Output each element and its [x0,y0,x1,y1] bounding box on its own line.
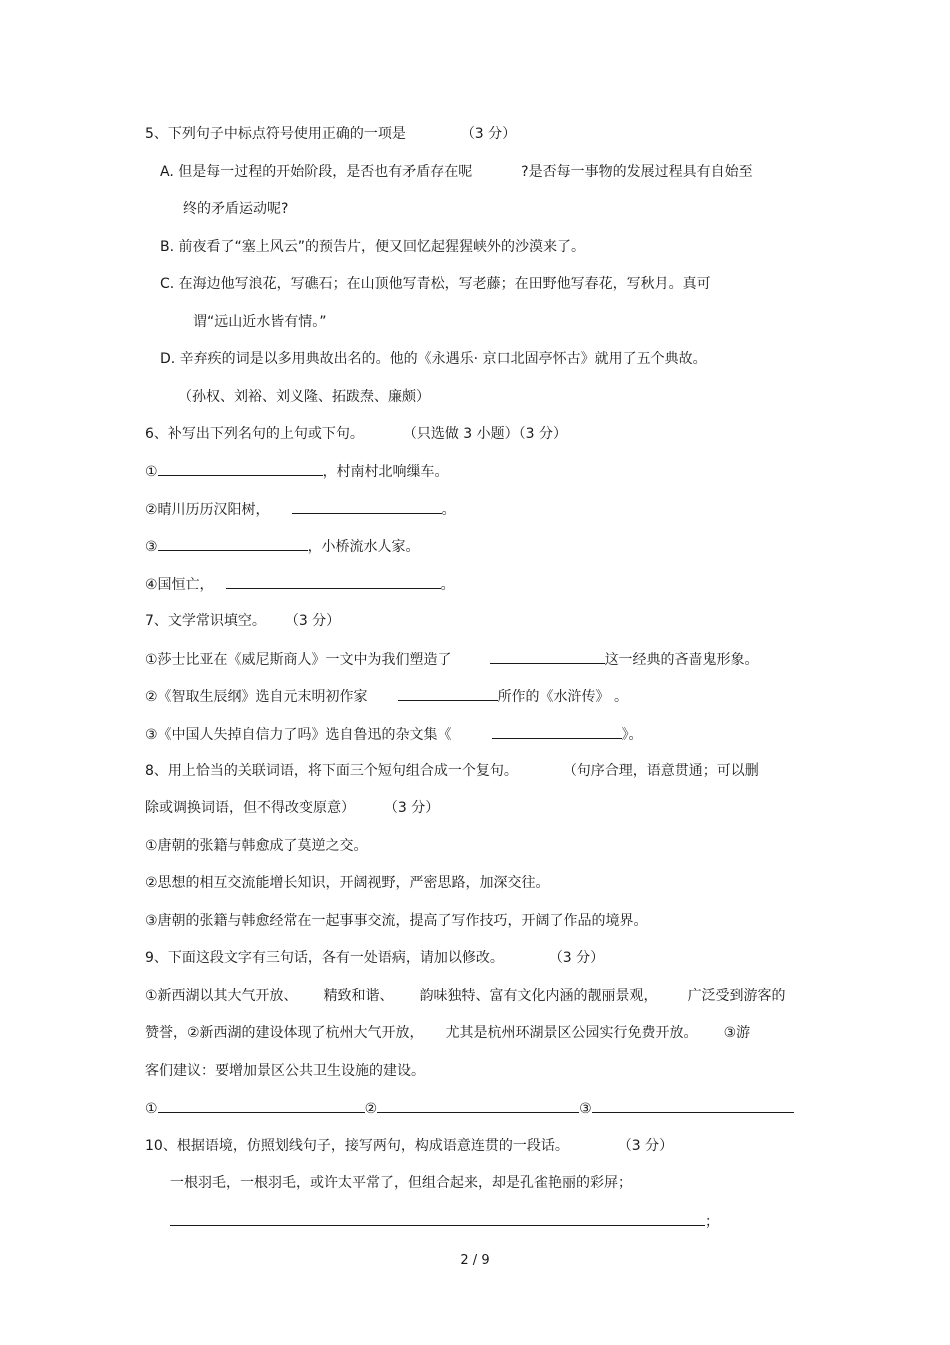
q6-item-2-blank[interactable] [292,499,442,514]
q7-item-3-blank[interactable] [492,724,622,739]
q9-passage-seg: ①新西湖以其大气开放、 [145,988,298,1004]
q6-item-3 [145,536,420,556]
q7-item-1-text: ①莎士比亚在《威尼斯商人》一文中为我们塑造了 [145,652,452,668]
q9-answer-row [145,1098,794,1118]
q7-item-2-text: ②《智取生辰纲》选自元末明初作家 [145,689,368,705]
q10-answer-blank[interactable] [170,1211,705,1226]
q5-option-a-line2: 终的矛盾运动呢? [183,201,289,217]
q5-option-c-line2: 谓“远山近水皆有情。” [193,314,327,330]
q9-passage-seg: 韵味独特、富有文化内涵的靓丽景观， [419,988,658,1004]
q6-note: （只选做 3 小题）（3 分） [402,426,567,442]
q9-passage-seg: 广泛受到游客的 [687,988,786,1004]
q7-item-2 [145,686,628,706]
q9-answer-2-blank[interactable] [377,1098,579,1113]
q5-option-a-text-cont: ?是否每一事物的发展过程具有自始至 [521,164,753,180]
q7-stem-text: 7、文学常识填空。 [145,613,266,629]
q10-stem [145,1136,673,1156]
q9-answer-1-blank[interactable] [158,1098,365,1113]
q6-item-3-blank[interactable] [158,536,308,551]
q9-passage-seg: 尤其是杭州环湖景区公园实行免费开放。 [445,1025,698,1041]
page-number: 2 / 9 [460,1253,490,1268]
q10-stem-text: 10、根据语境，仿照划线句子，接写两句，构成语意连贯的一段话。 [145,1138,569,1154]
q6-item-4-end: 。 [440,577,455,593]
q5-option-a-line1 [160,162,753,182]
q5-score: （3 分） [460,126,517,142]
q9-passage-line3: 客们建议：要增加景区公共卫生设施的建设。 [145,1063,425,1079]
q7-item-1-end: 这一经典的吝啬鬼形象。 [604,652,759,668]
q8-stem-line2 [145,798,439,818]
q9-passage-seg: 赞誉，②新西湖的建设体现了杭州大气开放， [145,1025,424,1041]
q7-item-2-blank[interactable] [398,686,498,701]
q5-option-a-text: A. 但是每一过程的开始阶段，是否也有矛盾存在呢 [160,164,473,180]
q7-item-3-text: ③《中国人失掉自信力了吗》选自鲁迅的杂文集《 [145,727,452,743]
q6-item-2 [145,499,456,519]
q6-stem-text: 6、补写出下列名句的上句或下句。 [145,426,364,442]
q5-option-c-line1: C. 在海边他写浪花，写礁石；在山顶他写青松，写老藤；在田野他写春花，写秋月。真可 [160,276,711,292]
q10-answer-row [170,1211,719,1231]
q7-item-2-end: 所作的《水浒传》 。 [497,689,629,705]
q6-item-3-text: ，小桥流水人家。 [307,539,420,555]
q9-passage-seg: ③游 [723,1025,751,1041]
q6-item-1-blank[interactable] [158,461,323,476]
q6-item-1-mark: ① [145,464,158,480]
q9-answer-3-blank[interactable] [592,1098,794,1113]
q8-stem-note: （句序合理，语意贯通；可以删 [562,763,759,779]
q5-option-d-line2: （孙权、刘裕、刘义隆、拓跋焘、廉颇） [178,389,430,405]
q9-stem [145,948,604,968]
q9-answer-2-mark: ② [364,1101,378,1117]
q9-passage-line1 [145,986,786,1006]
q9-answer-1-mark: ① [145,1101,158,1117]
q8-stem-note-cont: 除或调换词语，但不得改变原意） [145,800,355,816]
q5-option-d-line1: D. 辛弃疾的词是以多用典故出名的。他的《永遇乐· 京口北固亭怀古》就用了五个典故。 [160,351,707,367]
q6-item-3-mark: ③ [145,539,158,555]
q8-sentence-3: ③唐朝的张籍与韩愈经常在一起事事交流，提高了写作技巧，开阔了作品的境界。 [145,913,648,929]
q8-score: （3 分） [383,800,440,816]
q6-item-1-text: ，村南村北响缫车。 [322,464,449,480]
q9-passage-seg: 精致和谐、 [323,988,394,1004]
q8-sentence-1: ①唐朝的张籍与韩愈成了莫逆之交。 [145,838,368,854]
q7-item-3 [145,724,643,744]
q9-answer-3-mark: ③ [579,1101,592,1117]
q6-item-2-end: 。 [441,502,456,518]
q10-answer-end: ； [705,1214,719,1230]
q6-item-2-text: ②晴川历历汉阳树， [145,502,270,518]
q9-score: （3 分） [548,950,605,966]
q8-sentence-2: ②思想的相互交流能增长知识，开阔视野，严密思路，加深交往。 [145,875,550,891]
q7-score: （3 分） [284,613,341,629]
q9-stem-text: 9、下面这段文字有三句话，各有一处语病，请加以修改。 [145,950,504,966]
q6-stem [145,424,567,444]
q7-stem [145,611,340,631]
q6-item-1 [145,461,449,481]
q5-stem-text: 5、下列句子中标点符号使用正确的一项是 [145,126,406,142]
q10-score: （3 分） [617,1138,674,1154]
q9-passage-line2 [145,1023,750,1043]
q6-item-4 [145,574,455,594]
q8-stem-line1 [145,761,759,781]
q5-stem [145,124,516,144]
q7-item-1-blank[interactable] [490,649,605,664]
q7-item-3-end: 》。 [621,727,643,743]
q5-option-b: B. 前夜看了“塞上风云”的预告片，便又回忆起猩猩峡外的沙漠来了。 [160,239,586,255]
q8-stem-text: 8、用上恰当的关联词语，将下面三个短句组合成一个复句。 [145,763,518,779]
q6-item-4-blank[interactable] [226,574,441,589]
q6-item-4-text: ④国恒亡， [145,577,214,593]
q7-item-1 [145,649,759,669]
q10-sample-sentence: 一根羽毛，一根羽毛，或许太平常了，但组合起来，却是孔雀艳丽的彩屏； [170,1175,632,1191]
